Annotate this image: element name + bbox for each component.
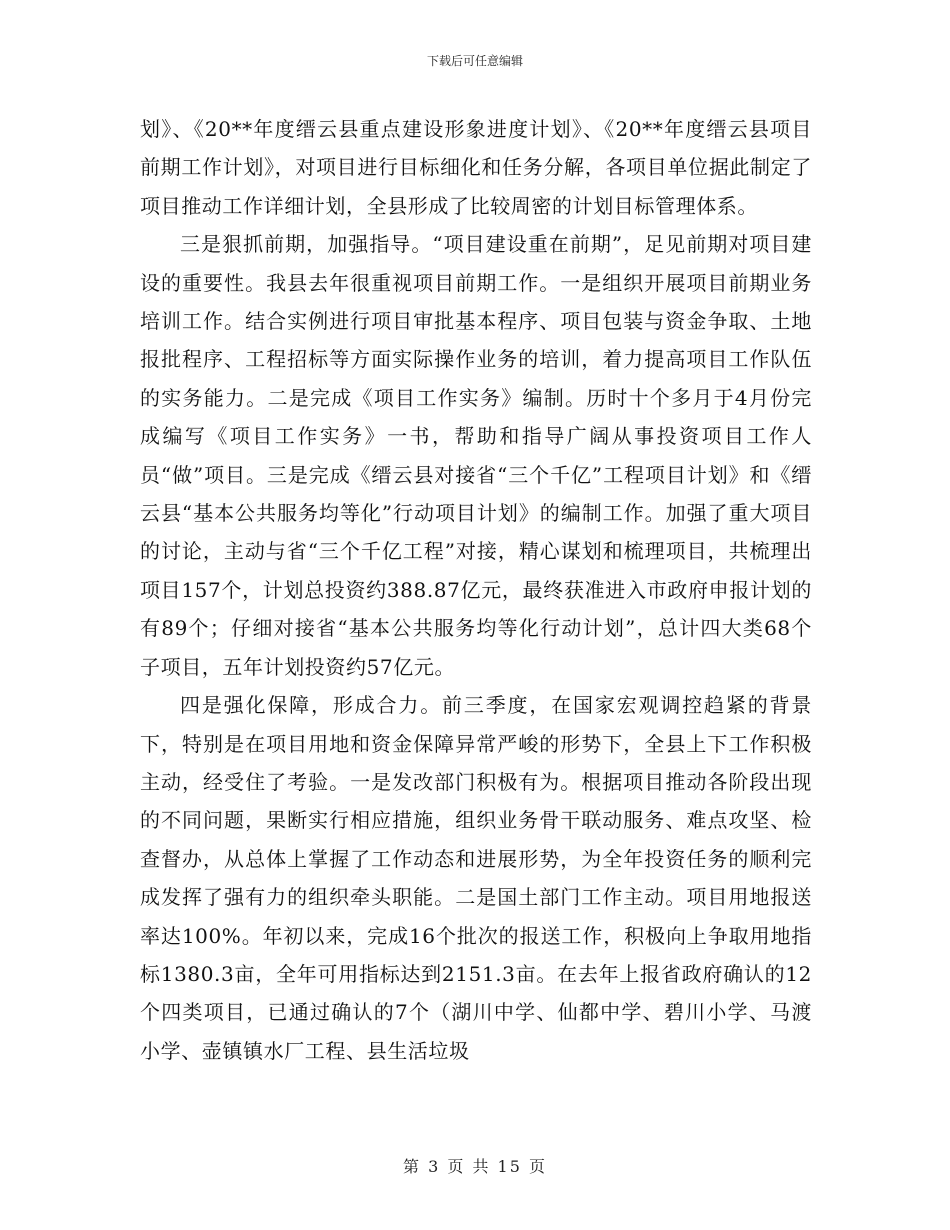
paragraph-point-four: 四是强化保障，形成合力。前三季度，在国家宏观调控趋紧的背景下，特别是在项目用地和资金保障异常严峻的形势下，全县上下工作积极主动，经受住了考验。一是发改部门积极有为。根据项目推动各阶段出现的不同问题，果断实行相应措施，组织业务骨干联动服务、难点攻坚、检查督办，从总体上掌握了工作动态和进展形势，为全年投资任务的顺利完成发挥了强有力的组织牵头职能。二是国土部门工作主动。项目用地报送率达100%。年初以来，完成16个批次的报送工作，积极向上争取用地指标1380.3亩，全年可用指标达到2151.3亩。在去年上报省政府确认的12个四类项目，已通过确认的7个（湖川中学、仙都中学、碧川小学、马渡小学、壶镇镇水厂工程、县生活垃圾 (140, 693, 812, 1063)
document-body (140, 110, 812, 1070)
paragraph-continuation: 划》、《20**年度缙云县重点建设形象进度计划》、《20**年度缙云县项目前期工作计划》，对项目进行目标细化和任务分解，各项目单位据此制定了项目推动工作详细计划，全县形成了比较周密的计划目标管理体系。 (140, 117, 812, 218)
page-header: 下载后可任意编辑 (426, 54, 523, 68)
paragraph-point-three: 三是狠抓前期，加强指导。“项目建设重在前期”，足见前期对项目建设的重要性。我县去年很重视项目前期工作。一是组织开展项目前期业务培训工作。结合实例进行项目审批基本程序、项目包装与资金争取、土地报批程序、工程招标等方面实际操作业务的培训，着力提高项目工作队伍的实务能力。二是完成《项目工作实务》编制。历时十个多月于4月份完成编写《项目工作实务》一书，帮助和指导广阔从事投资项目工作人员“做”项目。三是完成《缙云县对接省“三个千亿”工程项目计划》和《缙云县“基本公共服务均等化”行动项目计划》的编制工作。加强了重大项目的讨论，主动与省“三个千亿工程”对接，精心谋划和梳理项目，共梳理出项目157个，计划总投资约388.87亿元，最终获准进入市政府申报计划的有89个；仔细对接省“基本公共服务均等化行动计划”，总计四大类68个子项目，五年计划投资约57亿元。 (140, 232, 812, 679)
page-footer: 第 3 页 共 15 页 (403, 1157, 547, 1176)
